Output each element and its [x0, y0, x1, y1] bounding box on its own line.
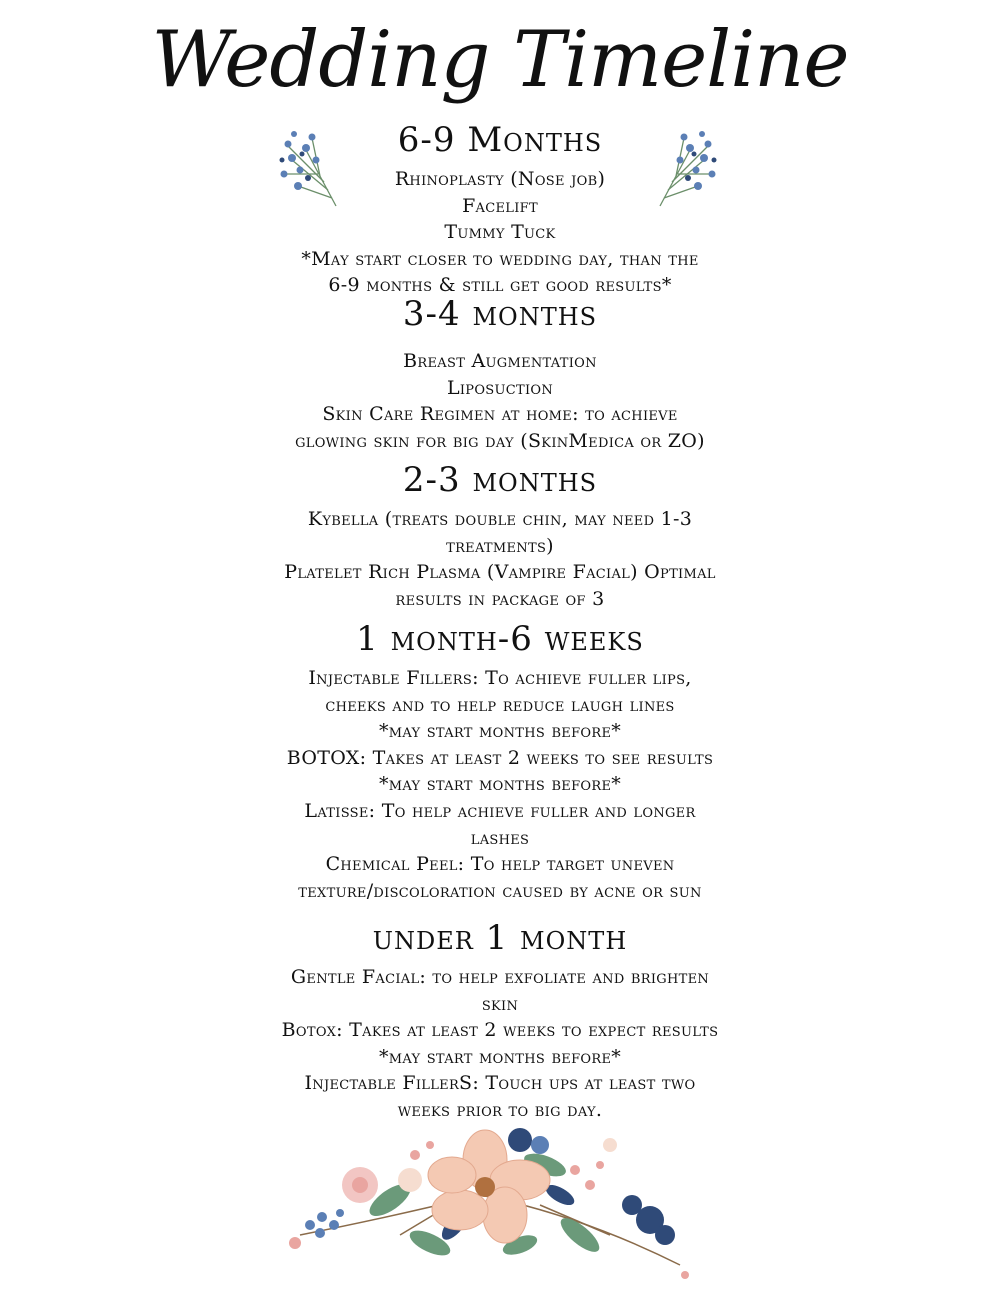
- timeline-item: Chemical Peel: To help target uneven: [325, 853, 675, 876]
- timeline-item: *may start months before*: [378, 773, 622, 796]
- timeline-item: BOTOX: Takes at least 2 weeks to see results: [286, 746, 714, 769]
- timeline-item: Gentle Facial: to help exfoliate and brighten: [290, 966, 710, 988]
- timeline-item: Rhinoplasty (Nose job): [394, 168, 606, 190]
- timeline-item: weeks prior to big day.: [397, 1098, 603, 1121]
- timeline-item: Breast Augmentation: [403, 350, 597, 372]
- floral-bouquet-icon: [280, 1125, 710, 1285]
- section-heading: under 1 month: [372, 918, 628, 958]
- section-heading: 2-3 months: [402, 460, 598, 500]
- timeline-item: glowing skin for big day (SkinMedica or ZO): [295, 429, 705, 452]
- timeline-item: Liposuction: [446, 376, 554, 399]
- section-heading: 6-9 Months: [397, 120, 603, 160]
- timeline-item: Injectable FillerS: Touch ups at least two: [304, 1072, 696, 1095]
- timeline-item: Latisse: To help achieve fuller and longer: [304, 799, 696, 822]
- section-1-month-6-weeks: [150, 617, 850, 904]
- section-3-4-months: [150, 292, 850, 454]
- timeline-item: results in package of 3: [395, 587, 605, 610]
- timeline-item: texture/discoloration caused by acne or sun: [298, 879, 702, 902]
- timeline-item: Skin Care Regimen at home: to achieve: [322, 403, 678, 426]
- timeline-item: *May start closer to wedding day, than the: [301, 247, 699, 270]
- timeline-item: lashes: [470, 826, 530, 849]
- timeline-item: 6-9 months & still get good results*: [328, 274, 672, 297]
- timeline-item: Botox: Takes at least 2 weeks to expect results: [281, 1019, 719, 1042]
- timeline-item: cheeks and to help reduce laugh lines: [325, 693, 675, 716]
- section-heading: 3-4 months: [402, 294, 598, 334]
- timeline-item: Kybella (treats double chin, may need 1-3: [307, 508, 693, 530]
- timeline-item: *may start months before*: [378, 1045, 622, 1068]
- timeline-item: Tummy Tuck: [444, 221, 556, 244]
- section-6-9-months: [150, 118, 850, 299]
- section-under-1-month: [150, 916, 850, 1124]
- timeline-item: Platelet Rich Plasma (Vampire Facial) Optimal: [284, 561, 716, 584]
- page-title: Wedding Timeline: [151, 15, 849, 105]
- section-heading: 1 month-6 weeks: [356, 619, 644, 659]
- timeline-item: Injectable Fillers: To achieve fuller lips,: [308, 667, 692, 689]
- section-2-3-months: [150, 458, 850, 612]
- timeline-item: treatments): [446, 534, 554, 557]
- timeline-item: skin: [481, 992, 519, 1015]
- timeline-item: Facelift: [462, 194, 538, 217]
- timeline-item: *may start months before*: [378, 720, 622, 743]
